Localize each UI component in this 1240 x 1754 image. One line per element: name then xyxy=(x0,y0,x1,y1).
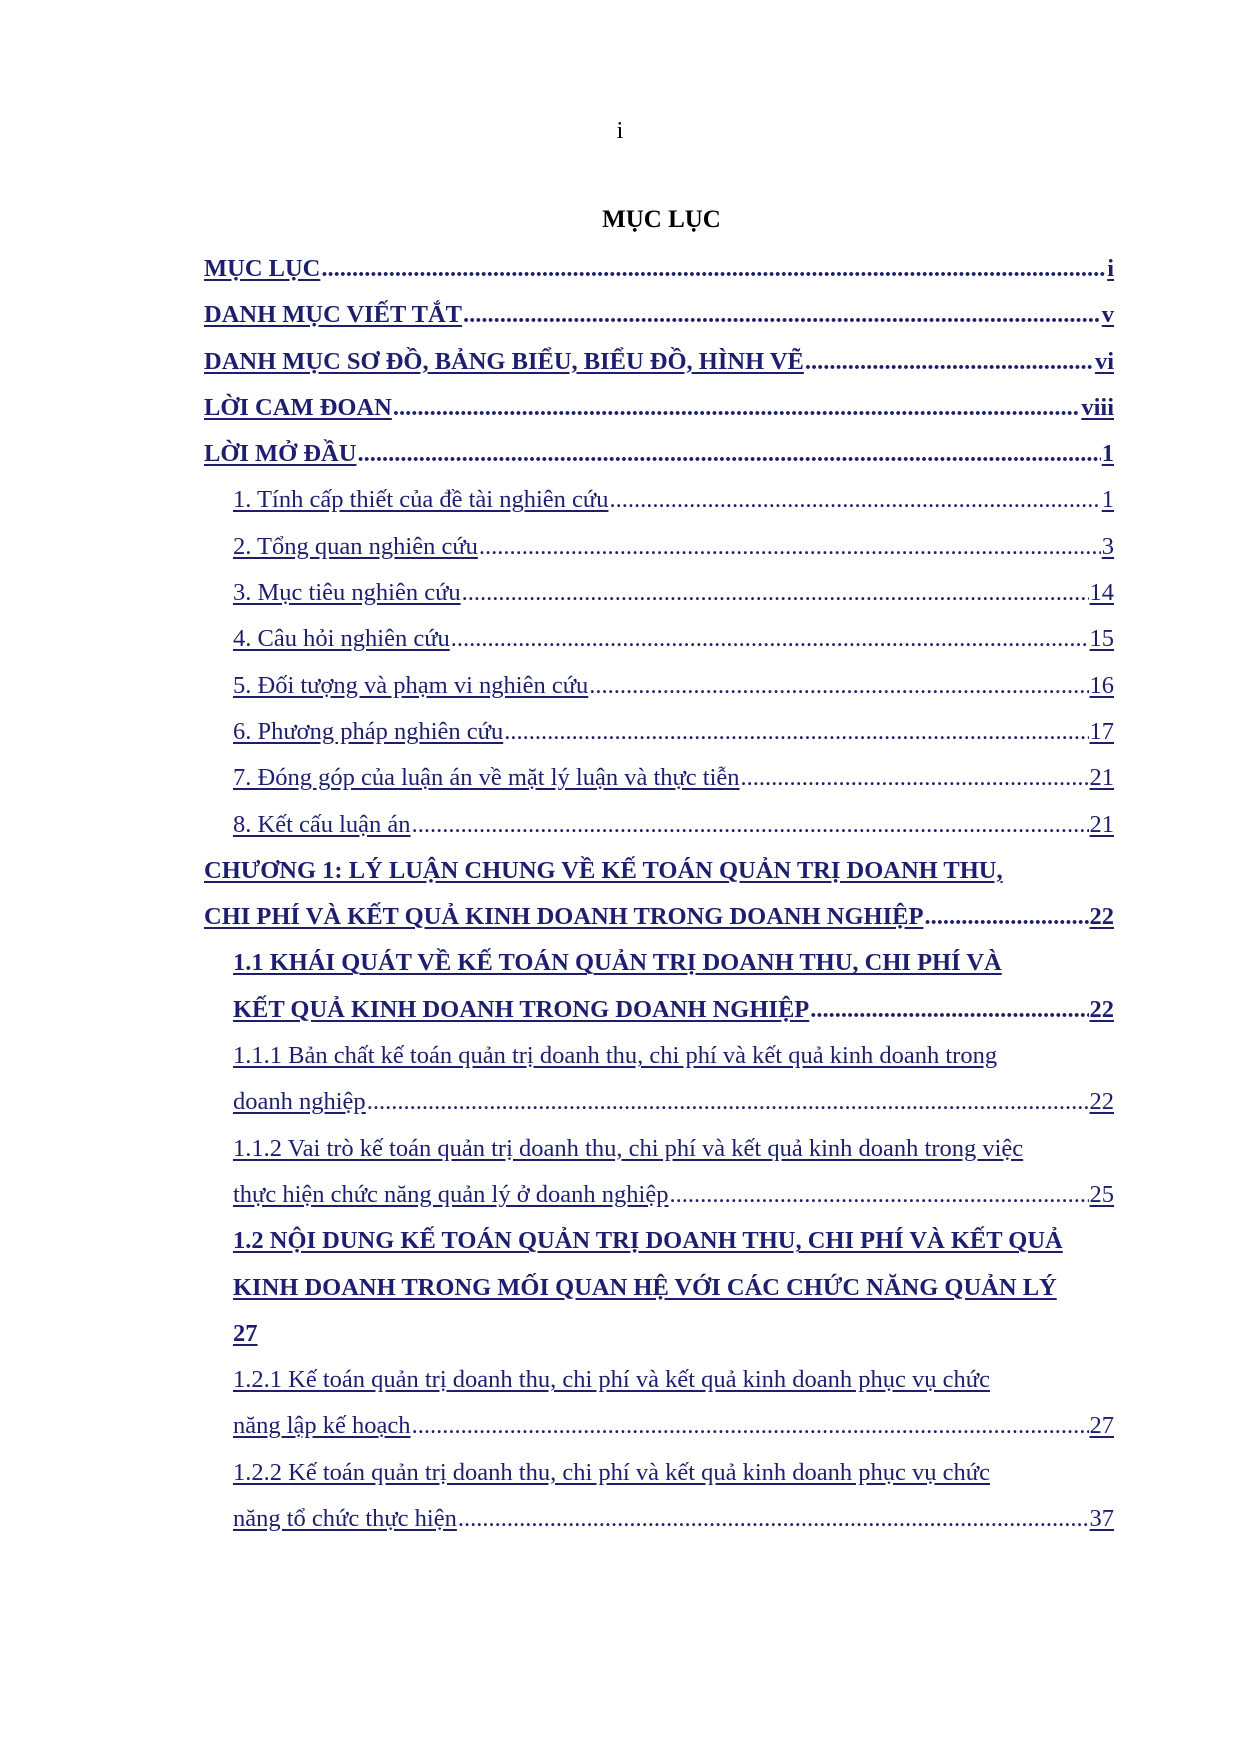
toc-entry-danh-muc-viet-tat[interactable] xyxy=(204,292,1114,338)
toc-entry-label[interactable]: DANH MỤC SƠ ĐỒ, BẢNG BIỂU, BIỂU ĐỒ, HÌNH VẼ xyxy=(204,347,804,375)
toc-entry-label[interactable]: CHI PHÍ VÀ KẾT QUẢ KINH DOANH TRONG DOANH NGHIỆP xyxy=(204,903,924,931)
toc-entry-page[interactable]: 3 xyxy=(1101,532,1114,560)
dot-leader xyxy=(924,894,1088,940)
toc-entry-page[interactable]: 15 xyxy=(1089,625,1114,653)
toc-entry-page[interactable]: viii xyxy=(1081,393,1114,421)
toc-entry-danh-muc-so-do[interactable] xyxy=(204,339,1114,385)
toc-entry-ket-cau[interactable] xyxy=(233,802,1114,848)
toc-entry-page[interactable]: 21 xyxy=(1089,810,1114,838)
toc-entry-loi-mo-dau[interactable] xyxy=(204,431,1114,477)
toc-entry-label[interactable]: năng lập kế hoạch xyxy=(233,1412,411,1440)
toc-entry-label[interactable]: 8. Kết cấu luận án xyxy=(233,810,411,838)
toc-entry-label[interactable]: 3. Mục tiêu nghiên cứu xyxy=(233,579,461,607)
dot-leader xyxy=(463,292,1101,338)
toc-entry-label[interactable]: 5. Đối tượng và phạm vi nghiên cứu xyxy=(233,671,589,699)
toc-entry-page[interactable]: 37 xyxy=(1089,1505,1114,1533)
toc-entry-page[interactable]: v xyxy=(1101,301,1114,329)
toc-title: MỤC LỤC xyxy=(602,206,721,233)
toc-entry-page[interactable]: i xyxy=(1107,255,1114,282)
dot-leader xyxy=(609,477,1100,523)
toc-entry-label-line[interactable]: 1.1.2 Vai trò kế toán quản trị doanh thu, chi phí và kết quả kinh doanh trong việc xyxy=(233,1134,1024,1162)
toc-entry-muc-luc[interactable] xyxy=(204,246,1114,292)
dot-leader xyxy=(367,1079,1089,1125)
toc-entry-page[interactable]: 21 xyxy=(1089,764,1114,792)
toc-entry-label[interactable]: LỜI MỞ ĐẦU xyxy=(204,440,357,468)
toc-entry-page[interactable]: 22 xyxy=(1089,903,1114,931)
toc-entry-label[interactable]: 7. Đóng góp của luận án về mặt lý luận và thực tiễn xyxy=(233,764,740,792)
toc-entry-phuong-phap[interactable] xyxy=(233,709,1114,755)
toc-entry-doi-tuong[interactable] xyxy=(233,663,1114,709)
toc-entry-label[interactable]: MỤC LỤC xyxy=(204,255,321,282)
toc-entry-label[interactable]: thực hiện chức năng quản lý ở doanh nghiệp xyxy=(233,1180,669,1208)
toc-entry-label-line[interactable]: 1.1 KHÁI QUÁT VỀ KẾ TOÁN QUẢN TRỊ DOANH THU, CHI PHÍ VÀ xyxy=(233,949,1002,977)
toc-entry-label[interactable]: năng tổ chức thực hiện xyxy=(233,1505,457,1533)
dot-leader xyxy=(357,431,1100,477)
toc-entry-label[interactable]: 1. Tính cấp thiết của đề tài nghiên cứu xyxy=(233,486,609,514)
toc-entry-tinh-cap-thiet[interactable] xyxy=(233,477,1114,523)
toc-entry-1-1-2[interactable] xyxy=(233,1126,1114,1219)
toc-entry-label[interactable]: 4. Câu hỏi nghiên cứu xyxy=(233,625,450,653)
toc-entry-page[interactable]: 22 xyxy=(1089,1088,1114,1116)
dot-leader xyxy=(321,246,1106,292)
toc-entry-tong-quan[interactable] xyxy=(233,524,1114,570)
table-of-contents xyxy=(204,246,1114,1542)
toc-entry-page[interactable]: 17 xyxy=(1089,717,1114,745)
toc-entry-1-2-1[interactable] xyxy=(233,1357,1114,1450)
toc-entry-label-line[interactable]: CHƯƠNG 1: LÝ LUẬN CHUNG VỀ KẾ TOÁN QUẢN TRỊ DOANH THU, xyxy=(204,856,1003,884)
toc-entry-label-line[interactable]: KINH DOANH TRONG MỐI QUAN HỆ VỚI CÁC CHỨC NĂNG QUẢN LÝ xyxy=(233,1273,1057,1301)
toc-entry-1-2-2[interactable] xyxy=(233,1450,1114,1543)
toc-entry-label[interactable]: doanh nghiệp xyxy=(233,1088,366,1116)
dot-leader xyxy=(589,663,1088,709)
toc-entry-muc-tieu[interactable] xyxy=(233,570,1114,616)
toc-entry-page[interactable]: 1 xyxy=(1101,440,1114,468)
dot-leader xyxy=(504,709,1088,755)
dot-leader xyxy=(479,524,1101,570)
dot-leader xyxy=(462,570,1089,616)
toc-entry-chuong-1[interactable] xyxy=(204,848,1114,941)
toc-entry-1-2[interactable] xyxy=(233,1218,1114,1357)
dot-leader xyxy=(741,755,1089,801)
toc-entry-page[interactable]: 22 xyxy=(1089,995,1114,1023)
toc-entry-1-1[interactable] xyxy=(233,940,1114,1033)
dot-leader xyxy=(805,339,1094,385)
toc-entry-label[interactable]: 2. Tổng quan nghiên cứu xyxy=(233,532,478,560)
toc-entry-cau-hoi[interactable] xyxy=(233,616,1114,662)
toc-entry-page[interactable]: 14 xyxy=(1089,579,1114,607)
toc-entry-loi-cam-doan[interactable] xyxy=(204,385,1114,431)
toc-entry-1-1-1[interactable] xyxy=(233,1033,1114,1126)
dot-leader xyxy=(810,987,1088,1033)
toc-entry-label-line[interactable]: 1.1.1 Bản chất kế toán quản trị doanh thu, chi phí và kết quả kinh doanh trong xyxy=(233,1042,998,1070)
dot-leader xyxy=(412,802,1089,848)
toc-entry-label-line[interactable]: 1.2.1 Kế toán quản trị doanh thu, chi phí và kết quả kinh doanh phục vụ chức xyxy=(233,1366,990,1394)
toc-entry-label[interactable]: KẾT QUẢ KINH DOANH TRONG DOANH NGHIỆP xyxy=(233,995,810,1023)
page-number: i xyxy=(616,118,624,144)
dot-leader xyxy=(670,1172,1089,1218)
toc-entry-label[interactable]: DANH MỤC VIẾT TẮT xyxy=(204,301,462,329)
dot-leader xyxy=(451,616,1089,662)
toc-entry-page[interactable]: 27 xyxy=(233,1319,258,1347)
toc-entry-label[interactable]: LỜI CAM ĐOAN xyxy=(204,393,392,421)
toc-entry-dong-gop[interactable] xyxy=(233,755,1114,801)
toc-entry-label-line[interactable]: 1.2 NỘI DUNG KẾ TOÁN QUẢN TRỊ DOANH THU, CHI PHÍ VÀ KẾT QUẢ xyxy=(233,1227,1063,1255)
toc-entry-page[interactable]: 27 xyxy=(1089,1412,1114,1440)
toc-entry-label[interactable]: 6. Phương pháp nghiên cứu xyxy=(233,717,504,745)
toc-entry-page[interactable]: 25 xyxy=(1089,1180,1114,1208)
toc-entry-page[interactable]: vi xyxy=(1094,347,1114,375)
dot-leader xyxy=(412,1403,1089,1449)
toc-entry-page[interactable]: 1 xyxy=(1101,486,1114,514)
dot-leader xyxy=(458,1496,1089,1542)
dot-leader xyxy=(393,385,1080,431)
toc-entry-label-line[interactable]: 1.2.2 Kế toán quản trị doanh thu, chi phí và kết quả kinh doanh phục vụ chức xyxy=(233,1458,990,1486)
toc-entry-page[interactable]: 16 xyxy=(1089,671,1114,699)
